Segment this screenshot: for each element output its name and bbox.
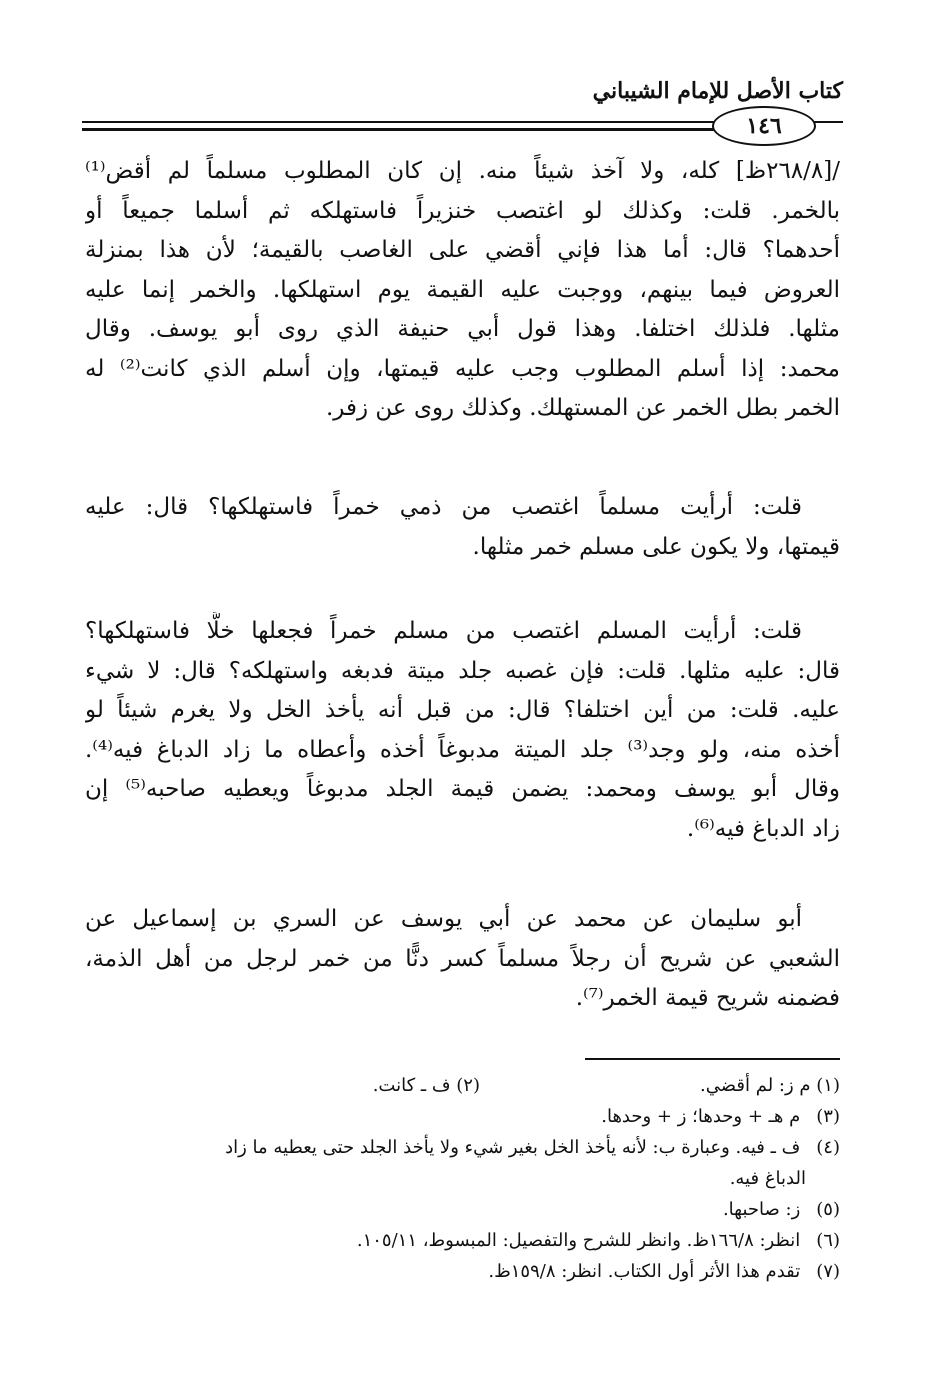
paragraph-2 <box>85 488 840 567</box>
paragraph-4 <box>85 900 840 1019</box>
running-header-title: كتاب الأصل للإمام الشيباني <box>592 78 843 104</box>
text-line: عليه. قلت: من أين اختلفا؟ قال: من قبل أنه يأخذ الخل ولا يغرم شيئاً لو <box>85 697 840 723</box>
footnote-number: (٧) <box>816 1261 840 1282</box>
footnote-number: (١) <box>816 1075 840 1096</box>
footnote-6 <box>85 1225 840 1256</box>
text-line: أحدهما؟ قال: أما هذا فإني أقضي على الغاصب بالقيمة؛ لأن هذا بمنزلة <box>85 237 840 263</box>
text-line: الخمر بطل الخمر عن المستهلك. وكذلك روى عن زفر. <box>325 395 840 421</box>
text-line: وقال أبو يوسف ومحمد: يضمن قيمة الجلد مدبوغاً ويعطيه صاحبه⁽⁵⁾ إن <box>85 776 840 802</box>
footnote-pair <box>85 1070 840 1101</box>
footnote-separator <box>585 1058 840 1060</box>
footnote-text: انظر: ١٦٦/٨ظ. وانظر للشرح والتفصيل: المبسوط، ١٠٥/١١. <box>356 1230 801 1251</box>
footnote-2 <box>120 1070 480 1101</box>
footnote-5 <box>85 1194 840 1225</box>
footnote-3 <box>85 1101 840 1132</box>
footnote-text: م ز: لم أقضي. <box>700 1075 811 1096</box>
text-line: أبو سليمان عن محمد عن أبي يوسف عن السري بن إسماعيل عن <box>85 906 802 932</box>
text-line: /[٢٦٨/٨ظ] كله، ولا آخذ شيئاً منه. إن كان المطلوب مسلماً لم أقض⁽¹⁾ <box>85 158 840 184</box>
footnote-number: (٤) <box>816 1137 840 1158</box>
footnote-number: (٥) <box>816 1199 840 1220</box>
footnote-text: م هـ + وحدها؛ ز + وحدها. <box>601 1106 801 1127</box>
footnotes <box>85 1070 840 1287</box>
text-line: بالخمر. قلت: وكذلك لو اغتصب خنزيراً فاستهلكه ثم أسلما جميعاً أو <box>85 197 840 224</box>
footnote-number: (٢) <box>456 1075 480 1096</box>
text-line: قلت: أرأيت مسلماً اغتصب من ذمي خمراً فاستهلكها؟ قال: عليه <box>85 494 802 520</box>
text-line: قال: عليه مثلها. قلت: فإن غصبه جلد ميتة فدبغه واستهلكه؟ قال: لا شيء <box>85 657 840 684</box>
text-line: أخذه منه، ولو وجد⁽³⁾ جلد الميتة مدبوغاً أخذه وأعطاه ما زاد الدباغ فيه⁽⁴⁾. <box>85 736 840 763</box>
footnote-text: ف ـ فيه. وعبارة ب: لأنه يأخذ الخل بغير شيء ولا يأخذ الجلد حتى يعطيه ما زاد <box>225 1137 801 1158</box>
text-line: محمد: إذا أسلم المطلوب وجب عليه قيمتها، وإن أسلم الذي كانت⁽²⁾ له <box>85 355 840 382</box>
paragraph-3 <box>85 612 840 849</box>
footnote-7 <box>85 1256 840 1287</box>
text-line: قيمتها، ولا يكون على مسلم خمر مثلها. <box>472 533 840 560</box>
footnote-1 <box>480 1070 840 1101</box>
text-line: العروض فيما بينهم، ووجبت عليه القيمة يوم استهلكها. والخمر إنما عليه <box>85 276 840 303</box>
header-rule-bold <box>82 128 742 131</box>
footnote-text: ز: صاحبها. <box>722 1199 801 1220</box>
text-line: زاد الدباغ فيه⁽⁶⁾. <box>686 815 840 842</box>
footnote-text: ف ـ كانت. <box>372 1075 451 1096</box>
footnote-4 <box>85 1132 840 1163</box>
footnote-text: تقدم هذا الأثر أول الكتاب. انظر: ١٥٩/٨ظ. <box>488 1261 801 1282</box>
footnote-number: (٣) <box>816 1106 840 1127</box>
footnote-4-continued: الدباغ فيه. <box>729 1168 806 1189</box>
text-line: الشعبي عن شريح أن رجلاً مسلماً كسر دنًّا من خمر لرجل من أهل الذمة، <box>85 945 840 972</box>
text-line: فضمنه شريح قيمة الخمر⁽⁷⁾. <box>575 985 840 1011</box>
footnote-number: (٦) <box>816 1230 840 1251</box>
page-number: ١٤٦ <box>712 106 816 146</box>
text-line: مثلها. فلذلك اختلفا. وهذا قول أبي حنيفة الذي روى أبو يوسف. وقال <box>85 316 840 342</box>
text-line: قلت: أرأيت المسلم اغتصب من مسلم خمراً فجعلها خلًّا فاستهلكها؟ <box>85 618 802 644</box>
paragraph-1 <box>85 152 840 429</box>
